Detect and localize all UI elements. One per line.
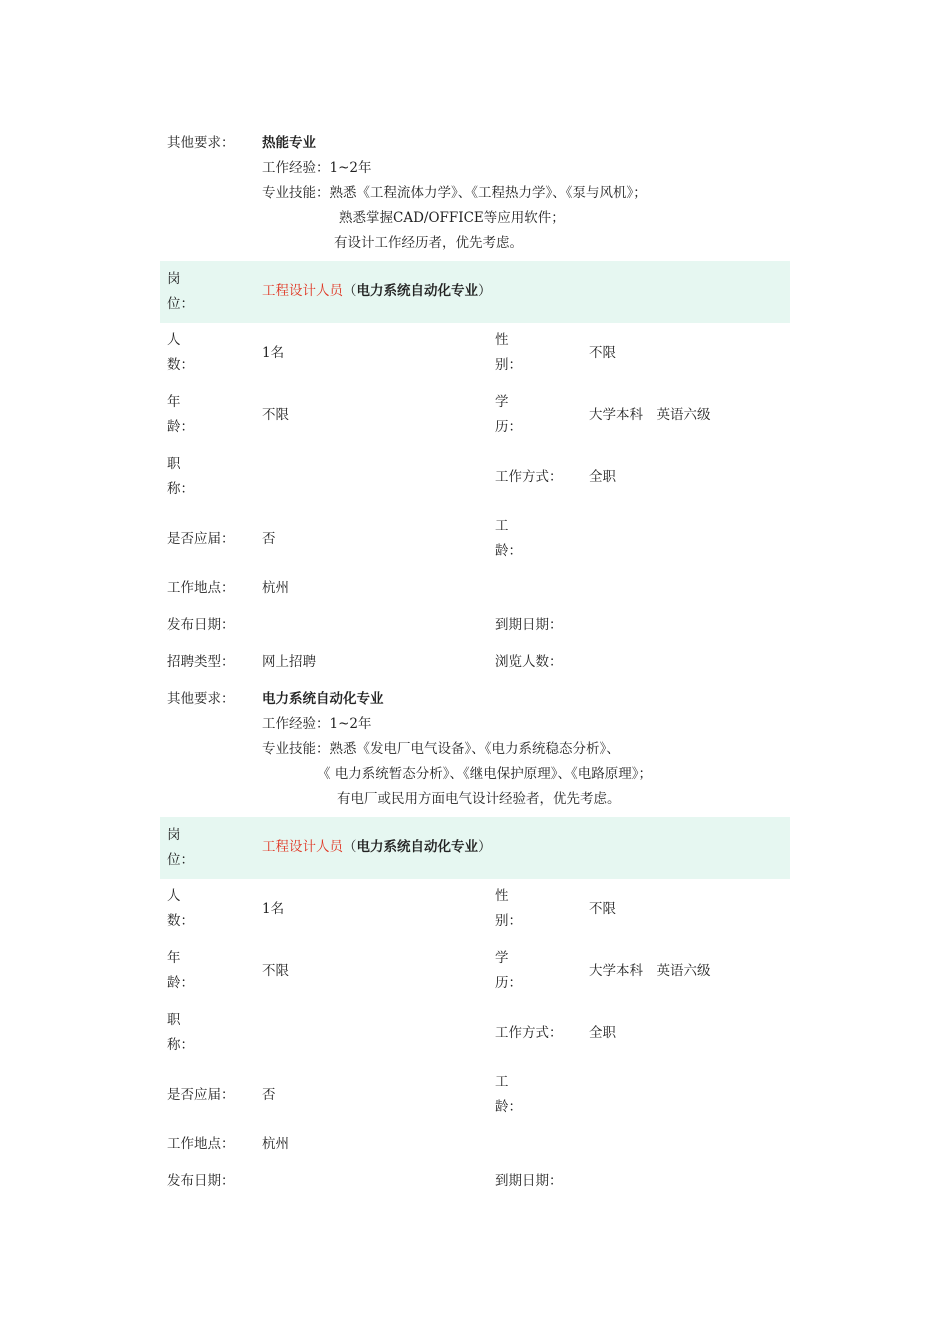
- other-requirements-row: [160, 131, 790, 256]
- requirement-line: 专业技能：熟悉《发电厂电气设备》、《电力系统稳态分析》、: [262, 741, 620, 757]
- education-value: 大学本科 英语六级: [589, 963, 711, 979]
- count-value: 1名: [262, 345, 285, 361]
- other-requirements-label: 其他要求：: [167, 135, 235, 151]
- age-value: 不限: [262, 963, 289, 979]
- age-label: 年 龄：: [167, 950, 194, 991]
- place-row: [160, 576, 790, 601]
- rank-mode-row: [160, 452, 790, 508]
- count-label: 人 数：: [167, 888, 194, 929]
- dates-row: [160, 613, 790, 638]
- seniority-label: 工 龄：: [495, 518, 522, 559]
- education-label: 学 历：: [495, 950, 522, 991]
- count-label: 人 数：: [167, 332, 194, 373]
- education-value: 大学本科 英语六级: [589, 407, 711, 423]
- dates-row: [160, 1169, 790, 1194]
- fresh-graduate-value: 否: [262, 531, 276, 547]
- type-views-row: [160, 650, 790, 675]
- gender-label: 性 别：: [495, 888, 522, 929]
- requirement-line: 熟悉掌握CAD/OFFICE等应用软件；: [339, 210, 565, 226]
- requirement-line: 工作经验：1~2年: [262, 716, 372, 732]
- post-header: [160, 817, 790, 879]
- age-education-row: [160, 946, 790, 1002]
- fresh-graduate-value: 否: [262, 1087, 276, 1103]
- count-gender-row: [160, 884, 790, 940]
- gender-value: 不限: [589, 345, 616, 361]
- age-label: 年 龄：: [167, 394, 194, 435]
- rank-label: 职 称：: [167, 456, 194, 497]
- publish-date-label: 发布日期：: [167, 1173, 235, 1189]
- education-label: 学 历：: [495, 394, 522, 435]
- work-place-value: 杭州: [262, 580, 289, 596]
- work-place-label: 工作地点：: [167, 1136, 235, 1152]
- age-education-row: [160, 390, 790, 446]
- count-gender-row: [160, 328, 790, 384]
- other-requirements-row: [160, 687, 790, 812]
- post-label: 岗 位：: [167, 827, 194, 868]
- fresh-graduate-label: 是否应届：: [167, 531, 235, 547]
- age-value: 不限: [262, 407, 289, 423]
- other-requirements-label: 其他要求：: [167, 691, 235, 707]
- rank-label: 职 称：: [167, 1012, 194, 1053]
- post-label: 岗 位：: [167, 271, 194, 312]
- recruit-type-label: 招聘类型：: [167, 654, 235, 670]
- recruit-type-value: 网上招聘: [262, 654, 316, 670]
- requirement-line: 有电厂或民用方面电气设计经验者，优先考虑。: [337, 791, 621, 807]
- fresh-seniority-row: [160, 514, 790, 570]
- gender-label: 性 别：: [495, 332, 522, 373]
- work-place-label: 工作地点：: [167, 580, 235, 596]
- post-header: [160, 261, 790, 323]
- work-mode-label: 工作方式：: [495, 1025, 563, 1041]
- requirement-line: 热能专业: [262, 135, 316, 151]
- publish-date-label: 发布日期：: [167, 617, 235, 633]
- views-label: 浏览人数：: [495, 654, 563, 670]
- expiry-date-label: 到期日期：: [495, 617, 563, 633]
- post-title: 工程设计人员（电力系统自动化专业）: [262, 283, 492, 299]
- requirement-line: 有设计工作经历者，优先考虑。: [334, 235, 523, 251]
- place-row: [160, 1132, 790, 1157]
- expiry-date-label: 到期日期：: [495, 1173, 563, 1189]
- requirement-line: 《 电力系统暂态分析》、《继电保护原理》、《电路原理》；: [317, 766, 653, 782]
- work-mode-label: 工作方式：: [495, 469, 563, 485]
- count-value: 1名: [262, 901, 285, 917]
- fresh-graduate-label: 是否应届：: [167, 1087, 235, 1103]
- requirement-line: 电力系统自动化专业: [262, 691, 384, 707]
- seniority-label: 工 龄：: [495, 1074, 522, 1115]
- gender-value: 不限: [589, 901, 616, 917]
- fresh-seniority-row: [160, 1070, 790, 1126]
- requirement-line: 工作经验：1~2年: [262, 160, 372, 176]
- requirement-line: 专业技能：熟悉《工程流体力学》、《工程热力学》、《泵与风机》；: [262, 185, 647, 201]
- work-mode-value: 全职: [589, 469, 616, 485]
- work-place-value: 杭州: [262, 1136, 289, 1152]
- work-mode-value: 全职: [589, 1025, 616, 1041]
- post-title: 工程设计人员（电力系统自动化专业）: [262, 839, 492, 855]
- rank-mode-row: [160, 1008, 790, 1064]
